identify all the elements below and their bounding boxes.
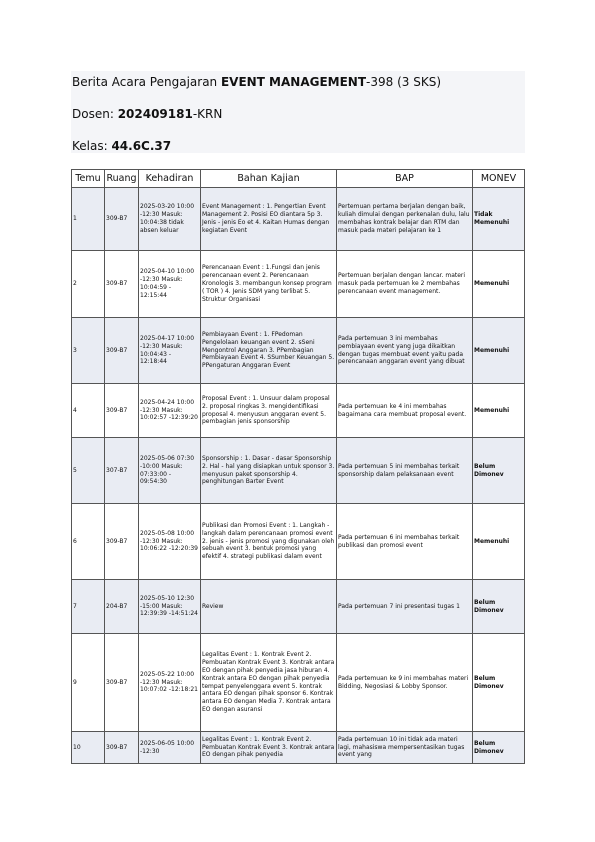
cell-topic: Event Management : 1. Pengertian Event Management 2. Posisi EO diantara 5p 3. Jenis - jenis Eo et 4. Kaitan Humas dengan kegiatan Event xyxy=(201,188,337,251)
cell-topic: Perencanaan Event : 1.Fungsi dan jenis perencanaan event 2. Perencanaan Kronologis 3. membangun konsep program ( TOR ) 4. Jenis SDM yang terlibat 5. Struktur Organisasi xyxy=(201,251,337,318)
header-temu: Temu xyxy=(72,170,105,188)
cell-no: 3 xyxy=(72,318,105,384)
cell-no: 2 xyxy=(72,251,105,318)
attendance-table xyxy=(71,169,525,764)
class-label: Kelas: xyxy=(72,139,112,153)
cell-monev: Memenuhi xyxy=(473,504,525,580)
header-ruang: Ruang xyxy=(105,170,139,188)
cell-bap: Pertemuan berjalan dengan lancar. materi masuk pada pertemuan ke 2 membahas perencanaan event management. xyxy=(337,251,473,318)
table-row xyxy=(72,438,525,504)
cell-no: 10 xyxy=(72,732,105,764)
table-row xyxy=(72,318,525,384)
header-bap: BAP xyxy=(337,170,473,188)
lecturer-line xyxy=(72,106,222,122)
table-header-row xyxy=(72,170,525,188)
lecturer-label: Dosen: xyxy=(72,107,118,121)
course-name: EVENT MANAGEMENT xyxy=(220,75,367,89)
cell-bap: Pada pertemuan 5 ini membahas terkait sponsorship dalam pelaksanaan event xyxy=(337,438,473,504)
cell-room: 309-B7 xyxy=(105,384,139,438)
lecturer-id: 202409181 xyxy=(117,107,193,121)
course-suffix: -398 (3 SKS) xyxy=(366,75,441,89)
cell-monev: Belum Dimonev xyxy=(473,732,525,764)
cell-room: 309-B7 xyxy=(105,318,139,384)
cell-topic: Publikasi dan Promosi Event : 1. Langkah - langkah dalam perencanaan promosi event 2. jenis - jenis promosi yang digunakan oleh sebuah event 3. bentuk promosi yang efektif 4. strategi publikasi dalam event xyxy=(201,504,337,580)
cell-room: 309-B7 xyxy=(105,188,139,251)
cell-monev: Memenuhi xyxy=(473,251,525,318)
class-value: 44.6C.37 xyxy=(111,139,172,153)
cell-topic: Legalitas Event : 1. Kontrak Event 2. Pembuatan Kontrak Event 3. Kontrak antara EO dengan pihak penyedia xyxy=(201,732,337,764)
cell-time: 2025-04-10 10:00 -12:30 Masuk: 10:04:59 - 12:15:44 xyxy=(139,251,201,318)
cell-room: 204-B7 xyxy=(105,580,139,634)
cell-room: 309-B7 xyxy=(105,251,139,318)
cell-no: 4 xyxy=(72,384,105,438)
table-row xyxy=(72,384,525,438)
table-row xyxy=(72,732,525,764)
cell-no: 7 xyxy=(72,580,105,634)
table-row xyxy=(72,580,525,634)
table-row xyxy=(72,504,525,580)
table-row xyxy=(72,634,525,732)
cell-bap: Pada pertemuan 10 ini tidak ada materi lagi, mahasiswa mempersentasikan tugas event yang xyxy=(337,732,473,764)
header-monev: MONEV xyxy=(473,170,525,188)
cell-time: 2025-04-24 10:00 -12:30 Masuk: 10:02:57 -12:39:20 xyxy=(139,384,201,438)
class-line xyxy=(72,138,171,154)
cell-bap: Pada pertemuan 3 ini membahas pembiayaan event yang juga dikaitkan dengan tugas membuat event yaitu pada perencanaan anggaran event yang dibuat xyxy=(337,318,473,384)
cell-no: 5 xyxy=(72,438,105,504)
cell-bap: Pada pertemuan 7 ini presentasi tugas 1 xyxy=(337,580,473,634)
cell-time: 2025-06-05 10:00 -12:30 xyxy=(139,732,201,764)
cell-room: 309-B7 xyxy=(105,634,139,732)
cell-monev: Belum Dimonev xyxy=(473,580,525,634)
cell-no: 9 xyxy=(72,634,105,732)
cell-topic: Legalitas Event : 1. Kontrak Event 2. Pembuatan Kontrak Event 3. Kontrak antara EO dengan pihak penyedia jasa hiburan 4. Kontrak antara EO dengan pihak penyedia tempat penyelenggara event 5. kontrak antara EO dengan pihak sponsor 6. Kontrak antara EO dengan Media 7. Kontrak antara EO dengan asuransi xyxy=(201,634,337,732)
cell-monev: Memenuhi xyxy=(473,318,525,384)
cell-room: 307-B7 xyxy=(105,438,139,504)
cell-time: 2025-05-10 12:30 -15:00 Masuk: 12:39:39 -14:51:24 xyxy=(139,580,201,634)
cell-topic: Review xyxy=(201,580,337,634)
cell-monev: Belum Dimonev xyxy=(473,438,525,504)
header-bahan-kajian: Bahan Kajian xyxy=(201,170,337,188)
course-line xyxy=(72,74,441,90)
course-prefix: Berita Acara Pengajaran xyxy=(72,75,221,89)
cell-room: 309-B7 xyxy=(105,504,139,580)
lecturer-suffix: -KRN xyxy=(192,107,223,121)
cell-monev: Tidak Memenuhi xyxy=(473,188,525,251)
cell-room: 309-B7 xyxy=(105,732,139,764)
cell-time: 2025-05-06 07:30 -10:00 Masuk: 07:33:00 - 09:54:30 xyxy=(139,438,201,504)
cell-time: 2025-05-22 10:00 -12:30 Masuk: 10:07:02 -12:18:21 xyxy=(139,634,201,732)
cell-bap: Pada pertemuan ke 9 ini membahas materi Bidding, Negosiasi & Lobby Sponsor. xyxy=(337,634,473,732)
cell-no: 6 xyxy=(72,504,105,580)
cell-time: 2025-05-08 10:00 -12:30 Masuk: 10:06:22 -12:20:39 xyxy=(139,504,201,580)
cell-monev: Belum Dimonev xyxy=(473,634,525,732)
table-row xyxy=(72,188,525,251)
cell-bap: Pada pertemuan 6 ini membahas terkait publikasi dan promosi event xyxy=(337,504,473,580)
cell-topic: Pembiayaan Event : 1. FPedoman Pengelolaan keuangan event 2. sSeni Mengontrol Anggaran 3. PPembagian Pembiayaan Event 4. SSumber Keuangan 5. PPengaturan Anggaran Event xyxy=(201,318,337,384)
cell-topic: Sponsorship : 1. Dasar - dasar Sponsorship 2. Hal - hal yang disiapkan untuk sponsor 3. menyusun paket sponsorship 4. penghitungan Barter Event xyxy=(201,438,337,504)
table-row xyxy=(72,251,525,318)
cell-topic: Proposal Event : 1. Unsuur dalam proposal 2. proposal ringkas 3. mengidentifikasi proposal 4. menyusun anggaran event 5. pembagian jenis sponsorship xyxy=(201,384,337,438)
cell-time: 2025-03-20 10:00 -12:30 Masuk: 10:04:38 tidak absen keluar xyxy=(139,188,201,251)
cell-no: 1 xyxy=(72,188,105,251)
cell-time: 2025-04-17 10:00 -12:30 Masuk: 10:04:43 - 12:18:44 xyxy=(139,318,201,384)
cell-monev: Memenuhi xyxy=(473,384,525,438)
header-kehadiran: Kehadiran xyxy=(139,170,201,188)
cell-bap: Pada pertemuan ke 4 ini membahas bagaimana cara membuat proposal event. xyxy=(337,384,473,438)
cell-bap: Pertemuan pertama berjalan dengan baik, kuliah dimulai dengan perkenalan dulu, lalu membahas kontrak belajar dan RTM dan masuk pada materi pelajaran ke 1 xyxy=(337,188,473,251)
